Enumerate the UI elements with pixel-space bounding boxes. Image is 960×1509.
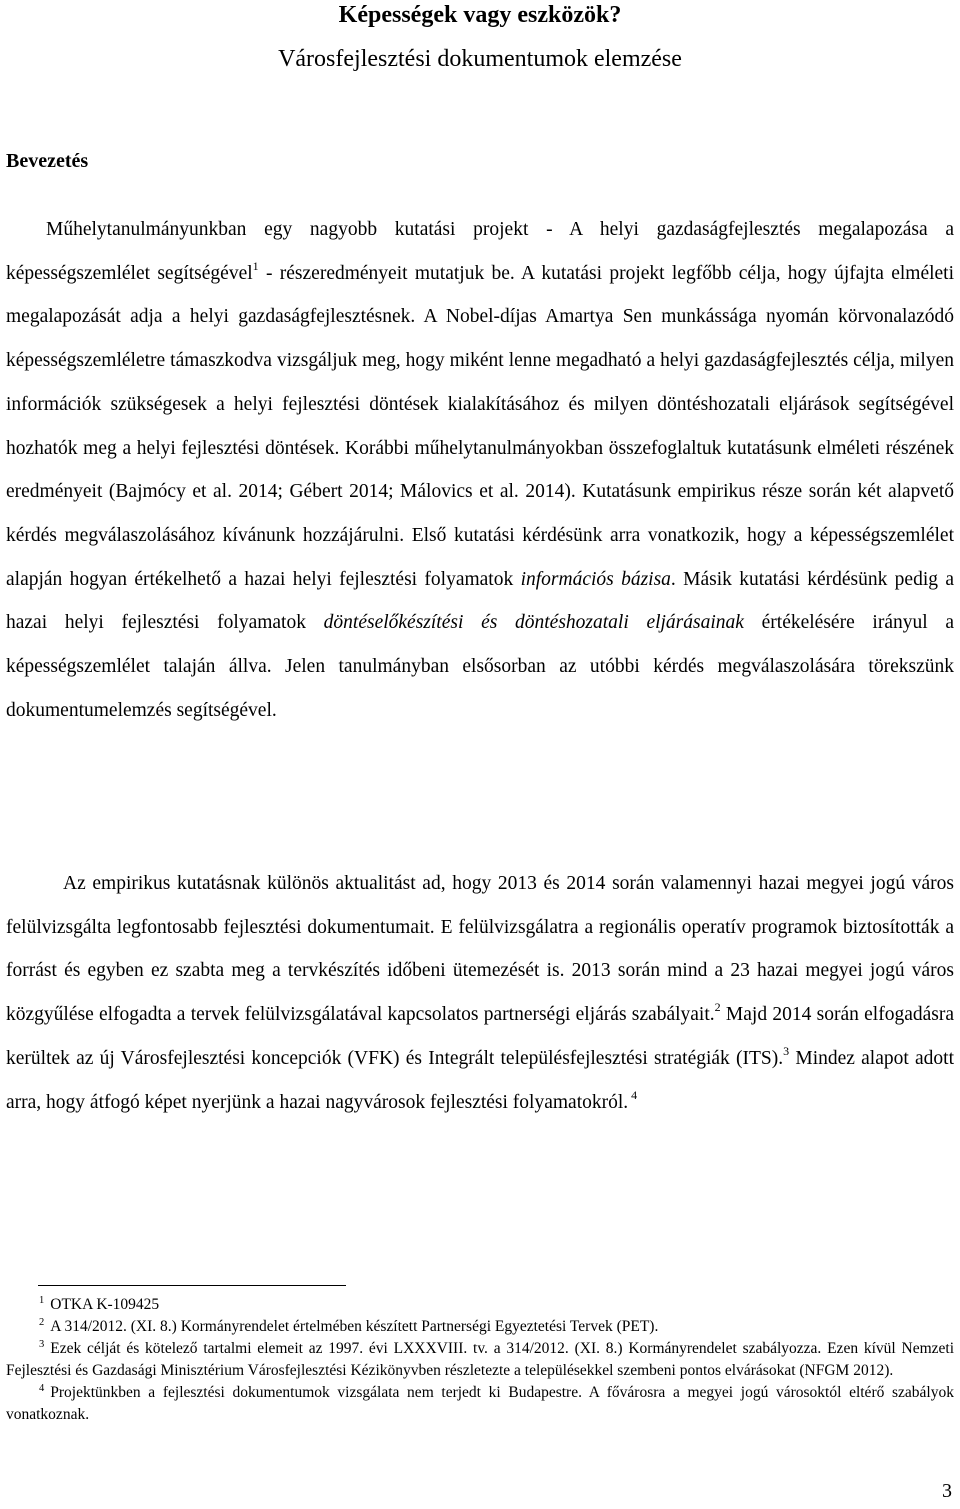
paragraph-text: . Másik kutatási kérdésünk pedig a hazai helyi fejlesztési folyamatok: [6, 568, 954, 634]
footnote-text: Projektünkben a fejlesztési dokumentumok vizsgálata nem terjedt ki Budapestre. A fővárosra a megyei jogú városoktól eltérő szabályok vonatkoznak.: [6, 1384, 954, 1423]
page-number: 3: [942, 1480, 952, 1502]
intro-paragraph-2: [6, 862, 954, 1124]
intro-paragraph-1: [6, 208, 954, 732]
footnote-number: 3: [39, 1339, 45, 1350]
section-heading: Bevezetés: [6, 150, 89, 172]
paragraph-text: Majd 2014 során elfogadásra kerültek az új Városfejlesztési koncepciók (VFK) és Integrált településfejlesztési stratégiák (ITS).: [6, 1004, 954, 1069]
footnote-2: [6, 1316, 954, 1338]
paragraph-text: - részeredményeit mutatjuk be. A kutatási projekt legfőbb célja, hogy újfajta elméleti megalapozását adja a helyi gazdaságfejlesztésnek. A Nobel-díjas Amartya Sen munkássága nyomán körvonalazódó képességszemléletre támaszkodva vizsgáljuk meg, hogy miként lenne megadható a helyi gazdaságfejlesztés célja, milyen információk szükségesek a helyi fejlesztési döntések kialakításához és milyen döntéshozatali eljárások segítségével hozhatók meg a helyi fejlesztési döntések. Korábbi műhelytanulmányokban összefoglaltuk kutatásunk elméleti részének eredményeit (Bajmócy et al. 2014; Gébert 2014; Málovics et al. 2014). Kutatásunk empirikus része során két alapvető kérdés megválaszolásához kívánunk hozzájárulni. Első kutatási kérdésünk arra vonatkozik, hogy a képességszemlélet alapján hogyan értékelhető a hazai helyi fejlesztési folyamatok: [6, 262, 955, 590]
document-title: Képességek vagy eszközök?: [338, 2, 622, 28]
emphasis-information-base: információs bázisa: [520, 568, 671, 590]
paragraph-text: Az empirikus kutatásnak különös aktualitást ad, hogy 2013 és 2014 során valamennyi hazai megyei jogú város felülvizsgálta legfontosabb fejlesztési dokumentumait. E felülvizsgálatra a regionális operatív programok biztosították a forrást és egyben ez szabta meg a tervkészítés időbeni ütemezését is. 2013 során mind a 23 hazai megyei jogú város közgyűlése elfogadta a tervek felülvizsgálatával kapcsolatos partnerségi eljárás szabályait.: [6, 873, 954, 1026]
footnote-1: [6, 1294, 954, 1316]
footnote-number: 4: [39, 1383, 45, 1394]
footnote-number: 2: [39, 1317, 45, 1328]
paragraph-text: Mindez alapot adott arra, hogy átfogó képet nyerjünk a hazai nagyvárosok fejlesztési folyamatokról.: [6, 1047, 955, 1113]
footnote-ref-1: 1: [252, 258, 259, 273]
footnote-ref-2: 2: [714, 1000, 721, 1015]
emphasis-decision-procedures: döntéselőkészítési és döntéshozatali eljárásainak: [323, 612, 744, 634]
footnote-4: [6, 1382, 954, 1426]
footnote-number: 1: [39, 1295, 45, 1306]
paragraph-text: értékelésére irányul a képességszemlélet talaján állva. Jelen tanulmányban elsősorban az utóbbi kérdés megválaszolására törekszünk dokumentumelemzés segítségével.: [6, 612, 954, 721]
footnote-text: Ezek célját és kötelező tartalmi elemeit az 1997. évi LXXXVIII. tv. a 314/2012. (XI. 8.) Kormányrendelet szabályozza. Ezen kívül Nemzeti Fejlesztési és Gazdasági Minisztérium Városfejlesztési Kézikönyvben részletezte a településekkel szembeni pontos elvárásokat (NFGM 2012).: [6, 1340, 954, 1379]
paragraph-text: Műhelytanulmányunkban egy nagyobb kutatási projekt - A helyi gazdaságfejlesztés megalapozása a képességszemlélet segítségével: [6, 219, 954, 284]
footnotes: [6, 1294, 954, 1426]
document-subtitle: Városfejlesztési dokumentumok elemzése: [278, 46, 682, 72]
footnote-separator: [38, 1285, 346, 1286]
footnote-ref-3: 3: [783, 1043, 790, 1058]
footnote-3: [6, 1338, 954, 1382]
footnote-text: OTKA K-109425: [50, 1296, 160, 1313]
footnote-text: A 314/2012. (XI. 8.) Kormányrendelet értelmében készített Partnerségi Egyeztetési Tervek (PET).: [50, 1318, 659, 1335]
footnote-ref-4: 4: [628, 1087, 638, 1102]
